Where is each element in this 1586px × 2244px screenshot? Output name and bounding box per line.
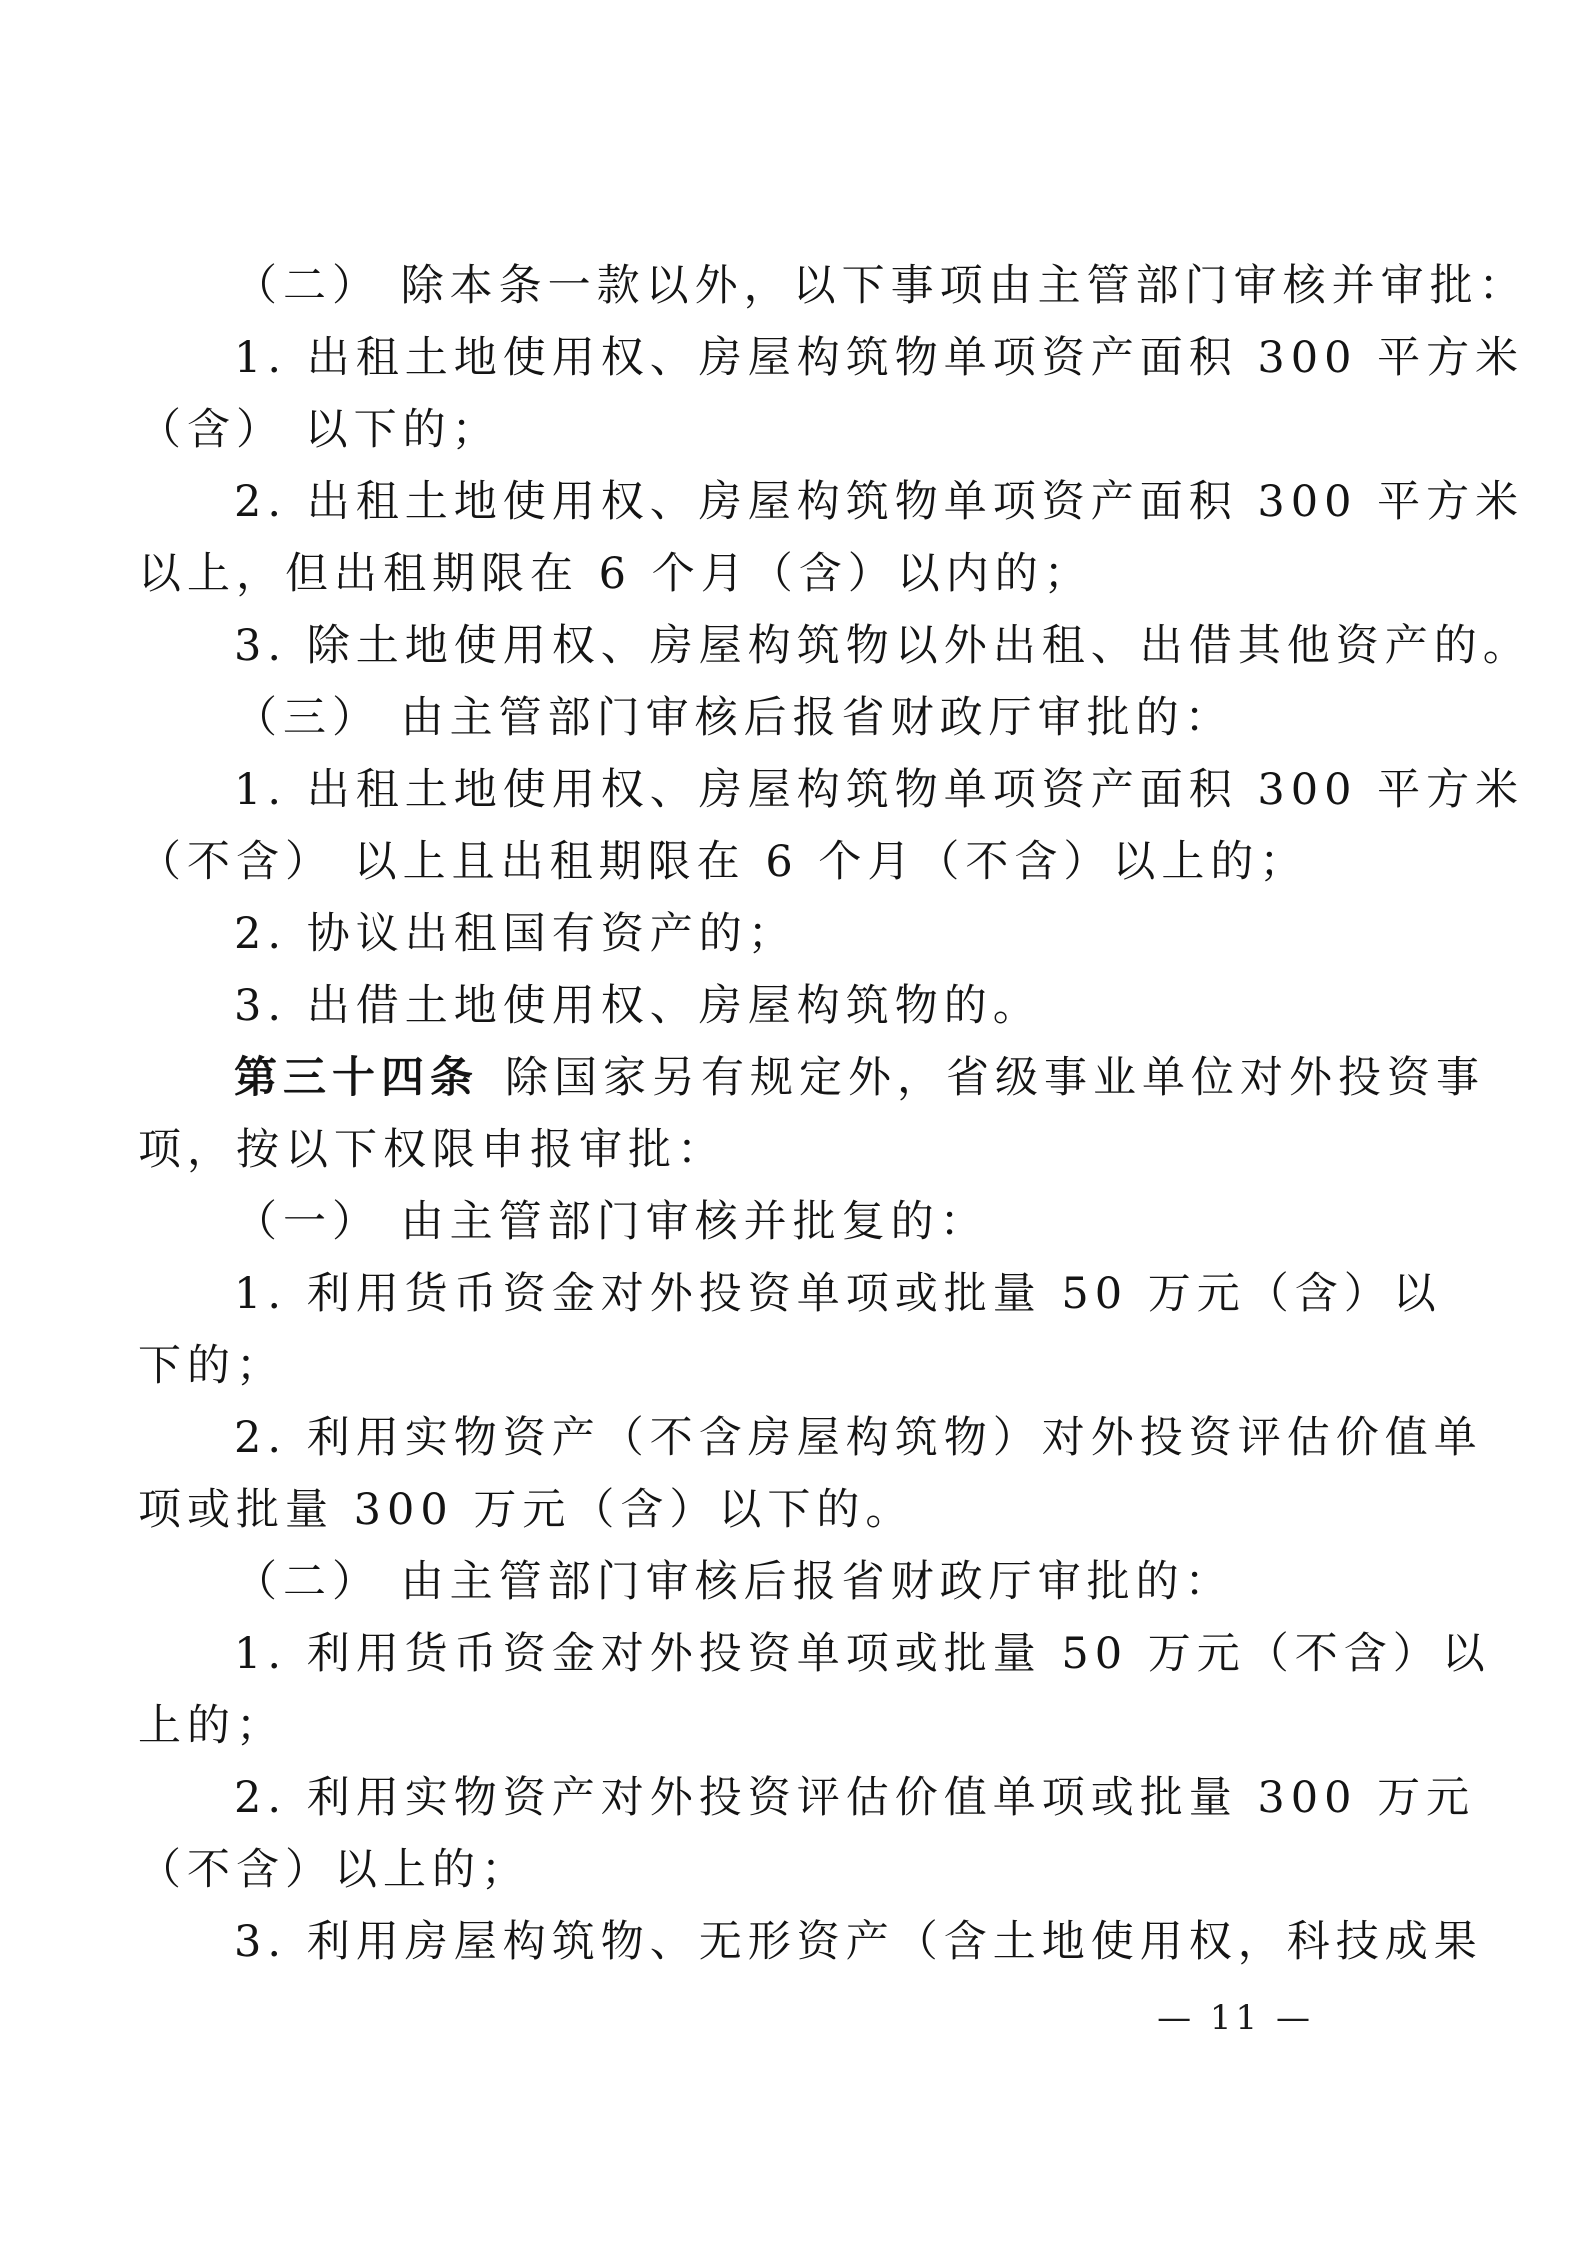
text-line-article <box>138 1042 1485 1114</box>
text-line: （二） 由主管部门审核后报省财政厅审批的： <box>234 1557 1234 1607</box>
text-line: （二） 除本条一款以外，以下事项由主管部门审核并审批： <box>234 261 1528 311</box>
text-line: （含） 以下的； <box>138 405 501 455</box>
text-line: 2. 利用实物资产对外投资评估价值单项或批量 300 万元 <box>234 1773 1476 1823</box>
text-line: 下的； <box>138 1341 285 1391</box>
text-line: 项或批量 300 万元（含）以下的。 <box>138 1485 915 1535</box>
page-number: — 11 — <box>1157 1998 1314 2038</box>
text-line: 1. 利用货币资金对外投资单项或批量 50 万元（含）以 <box>234 1269 1442 1319</box>
text-line: 3. 出借土地使用权、房屋构筑物的。 <box>234 981 1042 1031</box>
text-line: 1. 利用货币资金对外投资单项或批量 50 万元（不含）以 <box>234 1629 1491 1679</box>
document-body <box>138 250 1532 1978</box>
text-line: 1. 出租土地使用权、房屋构筑物单项资产面积 300 平方米 <box>234 333 1525 383</box>
text-line: 2. 协议出租国有资产的； <box>234 909 797 959</box>
text-line: 2. 利用实物资产（不含房屋构筑物）对外投资评估价值单 <box>234 1413 1483 1463</box>
text-line: 3. 利用房屋构筑物、无形资产（含土地使用权，科技成果 <box>234 1917 1483 1967</box>
text-line: 上的； <box>138 1701 285 1751</box>
text-line: 项，按以下权限申报审批： <box>138 1125 726 1175</box>
text-line: （不含）以上的； <box>138 1845 530 1895</box>
text-line: 3. 除土地使用权、房屋构筑物以外出租、出借其他资产的。 <box>234 621 1532 671</box>
text-line: 以上，但出租期限在 6 个月（含）以内的； <box>138 549 1093 599</box>
text-line: （一） 由主管部门审核并批复的： <box>234 1197 989 1247</box>
text-line: （不含） 以上且出租期限在 6 个月（不含）以上的； <box>138 837 1309 887</box>
article-number: 第三十四条 <box>234 1053 479 1103</box>
text-line: 1. 出租土地使用权、房屋构筑物单项资产面积 300 平方米 <box>234 765 1525 815</box>
text-line: 2. 出租土地使用权、房屋构筑物单项资产面积 300 平方米 <box>234 477 1525 527</box>
article-text: 除国家另有规定外，省级事业单位对外投资事 <box>505 1053 1485 1103</box>
text-line: （三） 由主管部门审核后报省财政厅审批的： <box>234 693 1234 743</box>
